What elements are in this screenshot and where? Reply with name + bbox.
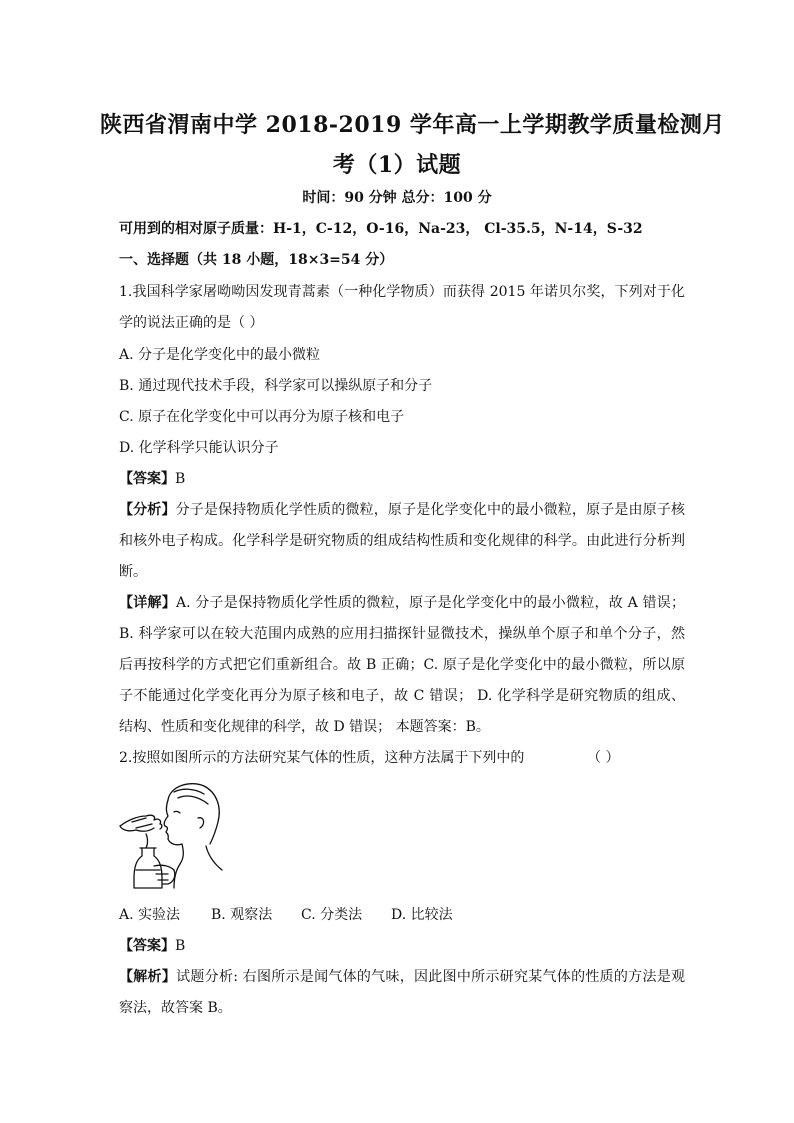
q1-detail-tag: 【详解】 [119, 595, 177, 611]
q1-answer [119, 468, 685, 488]
q2-stem: 2.按照如图所示的方法研究某气体的性质，这种方法属于下列中的 [119, 750, 525, 766]
q1-detail-line4: 子不能通过化学变化再分为原子核和电子，故 C 错误； D. 化学科学是研究物质的组成、 [119, 688, 685, 704]
section-heading: 一、选择题（共 18 小题，18×3=54 分） [119, 252, 394, 268]
q1-stem-line1: 1.我国科学家屠呦呦因发现青蒿素（一种化学物质）而获得 2015 年诺贝尔奖，下列对于化 [119, 284, 685, 300]
q1-option-b: B. 通过现代技术手段，科学家可以操纵原子和分子 [119, 378, 433, 394]
q2-answer-value: B [175, 938, 186, 954]
time-info: 时间：90 分钟 总分：100 分 [302, 190, 492, 206]
q1-option-c: C. 原子在化学变化中可以再分为原子核和电子 [119, 409, 405, 425]
q1-analysis-tag: 【分析】 [119, 502, 176, 518]
q1-detail-line2: B. 科学家可以在较大范围内成熟的应用扫描探针显微技术，操纵单个原子和单个分子，然 [119, 626, 685, 642]
q1-analysis-line2: 和核外电子构成。化学科学是研究物质的组成结构性质和变化规律的科学。由此进行分析判 [119, 533, 685, 549]
atomic-mass-info: 可用到的相对原子质量：H-1，C-12，O-16，Na-23， Cl-35.5，N-14，S-32 [119, 221, 643, 237]
q1-option-a: A. 分子是化学变化中的最小微粒 [119, 347, 321, 363]
q2-answer-paren: （ ） [587, 750, 620, 766]
exam-title-line2: 考（1）试题 [332, 152, 462, 178]
q2-analysis-line2: 察法，故答案 B。 [119, 1000, 232, 1016]
q1-detail-line3: 后再按科学的方式把它们重新组合。故 B 正确；C. 原子是化学变化中的最小微粒，所以原 [119, 657, 685, 673]
q1-analysis-text1: 分子是保持物质化学性质的微粒，原子是化学变化中的最小微粒，原子是由原子核 [175, 502, 685, 518]
q2-option-b: B. 观察法 [211, 907, 273, 923]
q2-options [119, 904, 453, 924]
q2-analysis-text1: 试题分析: 右图所示是闻气体的气味，因此图中所示研究某气体的性质的方法是观 [176, 969, 685, 985]
q1-detail-text1: A. 分子是保持物质化学性质的微粒，原子是化学变化中的最小微粒，故 A 错误； [176, 595, 685, 611]
q1-stem-line2: 学的说法正确的是（ ） [119, 315, 264, 331]
q2-analysis-tag: 【解析】 [119, 969, 177, 985]
q1-analysis-line1 [119, 499, 685, 519]
q1-detail-line5: 结构、性质和变化规律的科学，故 D 错误； 本题答案：B。 [119, 719, 490, 735]
q2-answer-tag: 【答案】 [119, 938, 175, 954]
q2-answer [119, 935, 685, 955]
q2-option-a: A. 实验法 [119, 907, 181, 923]
q1-analysis-line3: 断。 [119, 564, 147, 580]
exam-title-line1: 陕西省渭南中学 2018-2019 学年高一上学期教学质量检测月 [100, 112, 725, 138]
q1-answer-value: B [175, 471, 186, 487]
q2-option-d: D. 比较法 [391, 907, 453, 923]
q2-analysis-line1 [119, 966, 685, 986]
smelling-gas-illustration [118, 778, 226, 890]
q1-answer-tag: 【答案】 [119, 471, 175, 487]
q1-option-d: D. 化学科学只能认识分子 [119, 440, 279, 456]
q2-option-c: C. 分类法 [301, 907, 363, 923]
q1-detail-line1 [119, 592, 685, 612]
